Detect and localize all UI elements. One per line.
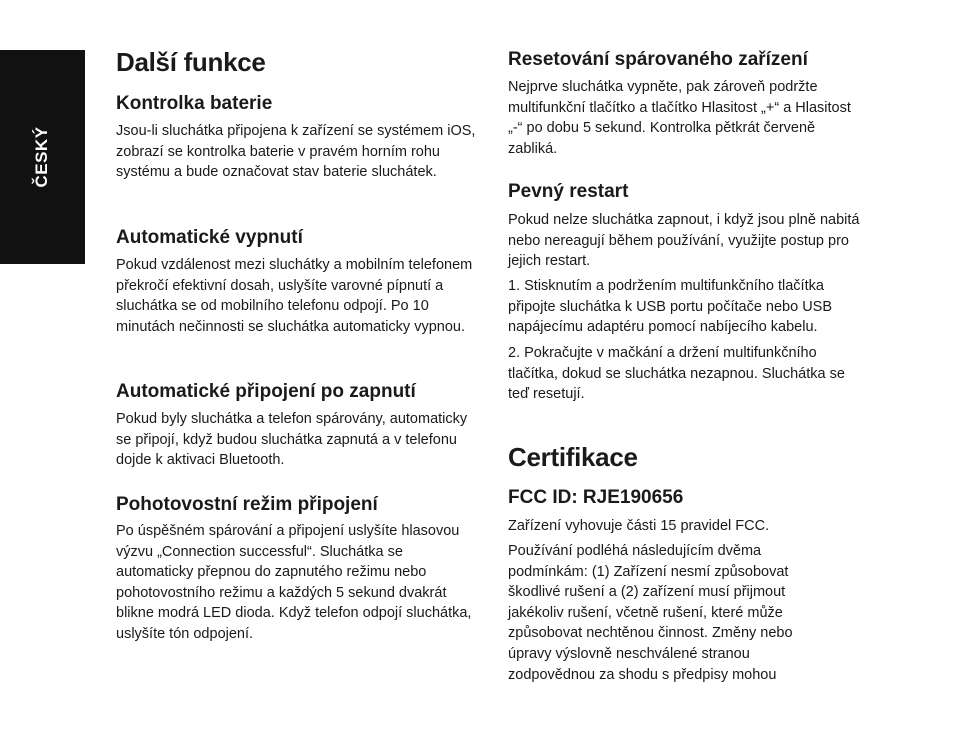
language-tab-label: ČESKÝ bbox=[32, 126, 51, 188]
heading-automaticke-pripojeni: Automatické připojení po zapnutí bbox=[116, 381, 416, 402]
heading-resetovani: Resetování spárovaného zařízení bbox=[508, 49, 808, 70]
paragraph-resetovani: Nejprve sluchátka vypněte, pak zároveň podržte multifunkční tlačítko a tlačítko Hlasitost „+“ a Hlasitost „-“ po dobu 5 sekund. Kontrolka pětkrát červeně zabliká. bbox=[508, 79, 851, 157]
heading-pohotovostni-rezim: Pohotovostní režim připojení bbox=[116, 494, 378, 515]
section-title-dalsi-funkce: Další funkce bbox=[116, 47, 266, 77]
paragraph-fcc-conditions: Používání podléhá následujícím dvěma podmínkám: (1) Zařízení nesmí způsobovat škodlivé rušení a (2) zařízení musí přijmout jakékoliv rušení, včetně rušení, které může způsobovat nechtěnou činnost. Změny nebo úpravy výslovně neschválené stranou zodpovědnou za shodu s předpisy mohou bbox=[508, 543, 793, 683]
paragraph-pohotovostni-rezim: Po úspěšném spárování a připojení uslyšíte hlasovou výzvu „Connection successful“. Sluchátka se automaticky přepnou do zapnutého režimu nebo pohotovostního režimu a každých 5 sekund dvakrát blikne modrá LED dioda. Když telefon odpojí sluchátka, uslyšíte tón odpojení. bbox=[116, 523, 472, 642]
paragraph-automaticke-pripojeni: Pokud byly sluchátka a telefon spárovány, automaticky se připojí, když budou sluchátka zapnutá a v telefonu dojde k aktivaci Bluetooth. bbox=[116, 411, 468, 469]
section-title-certifikace: Certifikace bbox=[508, 442, 638, 472]
paragraph-fcc-compliance: Zařízení vyhovuje části 15 pravidel FCC. bbox=[508, 518, 770, 534]
heading-kontrolka-baterie: Kontrolka baterie bbox=[116, 93, 273, 114]
heading-automaticke-vypnuti: Automatické vypnutí bbox=[116, 227, 303, 248]
paragraph-automaticke-vypnuti: Pokud vzdálenost mezi sluchátky a mobilním telefonem překročí efektivní dosah, uslyšíte varovné pípnutí a sluchátka se od mobilního telefonu odpojí. Po 10 minutách nečinnosti se sluchátka automaticky vypnou. bbox=[116, 257, 473, 335]
heading-fcc-id: FCC ID: RJE190656 bbox=[508, 487, 684, 508]
heading-pevny-restart: Pevný restart bbox=[508, 181, 629, 202]
paragraph-pevny-restart-step-2: 2. Pokračujte v mačkání a držení multifunkčního tlačítka, dokud se sluchátka nezapnou. Sluchátka se teď resetují. bbox=[508, 345, 845, 403]
paragraph-pevny-restart-intro: Pokud nelze sluchátka zapnout, i když jsou plně nabitá nebo nereagují během používání, využijte postup pro jejich restart. bbox=[508, 212, 860, 270]
paragraph-pevny-restart-step-1: 1. Stisknutím a podržením multifunkčního tlačítka připojte sluchátka k USB portu počítače nebo USB napájecímu adaptéru pomocí nabíjecího kabelu. bbox=[508, 278, 833, 336]
paragraph-kontrolka-baterie: Jsou-li sluchátka připojena k zařízení se systémem iOS, zobrazí se kontrolka baterie v pravém horním rohu systému a bude označovat stav baterie sluchátek. bbox=[116, 123, 476, 181]
